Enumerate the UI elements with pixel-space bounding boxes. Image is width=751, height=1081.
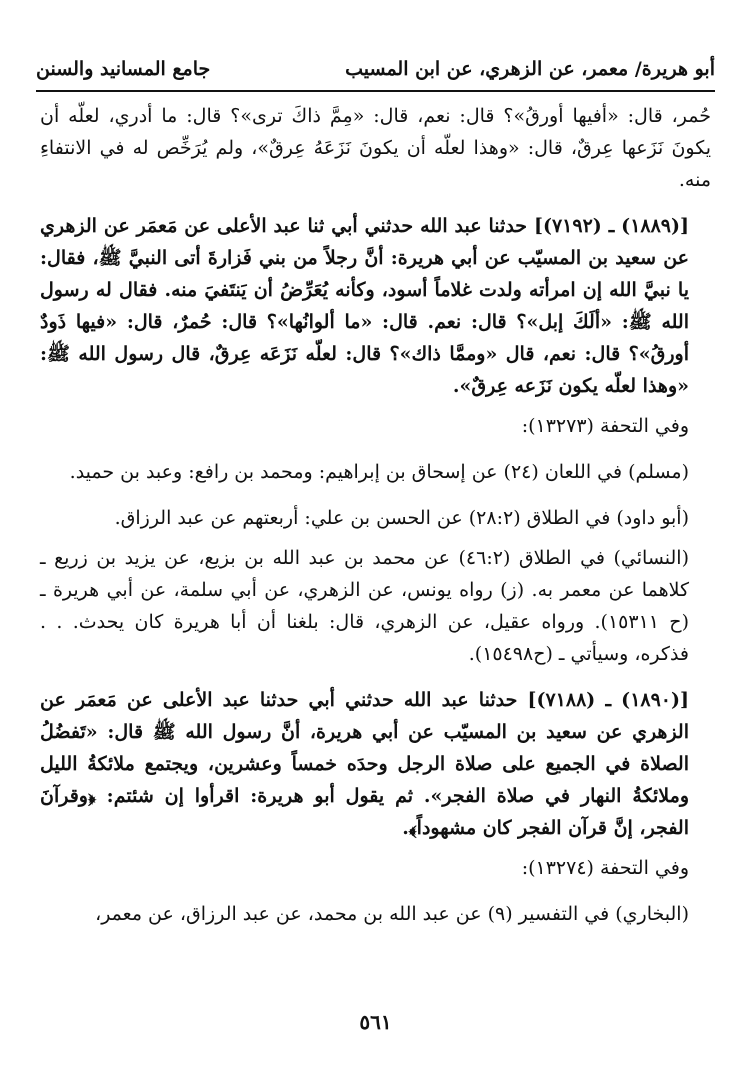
paragraph-continuation: حُمر، قال: «أفيها أورقُ»؟ قال: نعم، قال: «مِمَّ ذاكَ ترى»؟ قال: ما أدري، لعلّه أن يكونَ نَزَعها عِرقٌ، قال: «وهذا لعلّه أن يكونَ نَزَعَهُ عِرقٌ»، ولم يُرَخِّص له في الانتفاءِ منه. [40,105,711,191]
tuhfa-ref-13274: وفي التحفة (١٣٢٧٤): [521,857,689,879]
hadith-1889: [(١٨٨٩) ـ (٧١٩٢)] حدثنا عبد الله حدثني أبي ثنا عبد الأعلى عن مَعمَر عن الزهري عن سعيد بن المسيّب عن أبي هريرة: أنَّ رجلاً من بني فَزارةَ أتى النبيَّ ﷺ، فقال: يا نبيَّ الله إن امرأته ولدت غلاماً أسود، وكأنه يُعَرِّضُ أن يَنتَفيَ منه. فقال له رسول الله ﷺ: «ألَكَ إبل»؟ قال: نعم. قال: «ما ألوانُها»؟ قال: حُمرٌ، قال: «فيها ذَودٌ أورقُ»؟ قال: نعم، قال «وممَّا ذاك»؟ قال: لعلّه نَزَعَه عِرقٌ، قال رسول الله ﷺ: «وهذا لعلّه يكون نَزَعه عِرقٌ». [40,215,689,397]
page-number: ٥٦١ [359,1010,392,1034]
header-book-title: جامع المسانيد والسنن [36,58,211,80]
takhrij-abu-dawud: (أبو داود) في الطلاق (٢٨:٢) عن الحسن بن علي: أربعتهم عن عبد الرزاق. [114,507,689,529]
tuhfa-ref-13273: وفي التحفة (١٣٢٧٣): [521,415,689,437]
header-rule [36,90,715,92]
header-chapter-title: أبو هريرة/ معمر، عن الزهري، عن ابن المسيب [345,58,715,80]
running-header [36,52,715,88]
takhrij-muslim: (مسلم) في اللعان (٢٤) عن إسحاق بن إبراهيم: ومحمد بن رافع: وعبد بن حميد. [69,461,689,483]
hadith-1890: [(١٨٩٠) ـ (٧١٨٨)] حدثنا عبد الله حدثني أبي حدثنا عبد الأعلى عن مَعمَر عن الزهري عن سعيد بن المسيّب عن أبي هريرة، أنَّ رسول الله ﷺ قال: «تَفضُلُ الصلاة في الجميع على صلاة الرجل وحدَه خمساً وعشرين، ويجتمع ملائكةُ الليل وملائكةُ النهار في صلاة الفجر». ثم يقول أبو هريرة: اقرأوا إن شئتم: ﴿وقرآنَ الفجر، إنَّ قرآن الفجر كان مشهوداً﴾. [40,689,689,839]
page-body [40,100,711,930]
takhrij-bukhari: (البخاري) في التفسير (٩) عن عبد الله بن محمد، عن عبد الرزاق، عن معمر، [95,903,689,925]
takhrij-nasai: (النسائي) في الطلاق (٤٦:٢) عن محمد بن عبد الله بن بزيع، عن يزيد بن زريع ـ كلاهما عن معمر به. (ز) رواه يونس، عن الزهري، عن أبي سلمة، عن أبي هريرة ـ (ح ١٥٣١١). ورواه عقيل، عن الزهري، قال: بلغنا أن أبا هريرة كان يحدث. . . فذكره، وسيأتي ـ (ح١٥٤٩٨). [40,547,689,665]
